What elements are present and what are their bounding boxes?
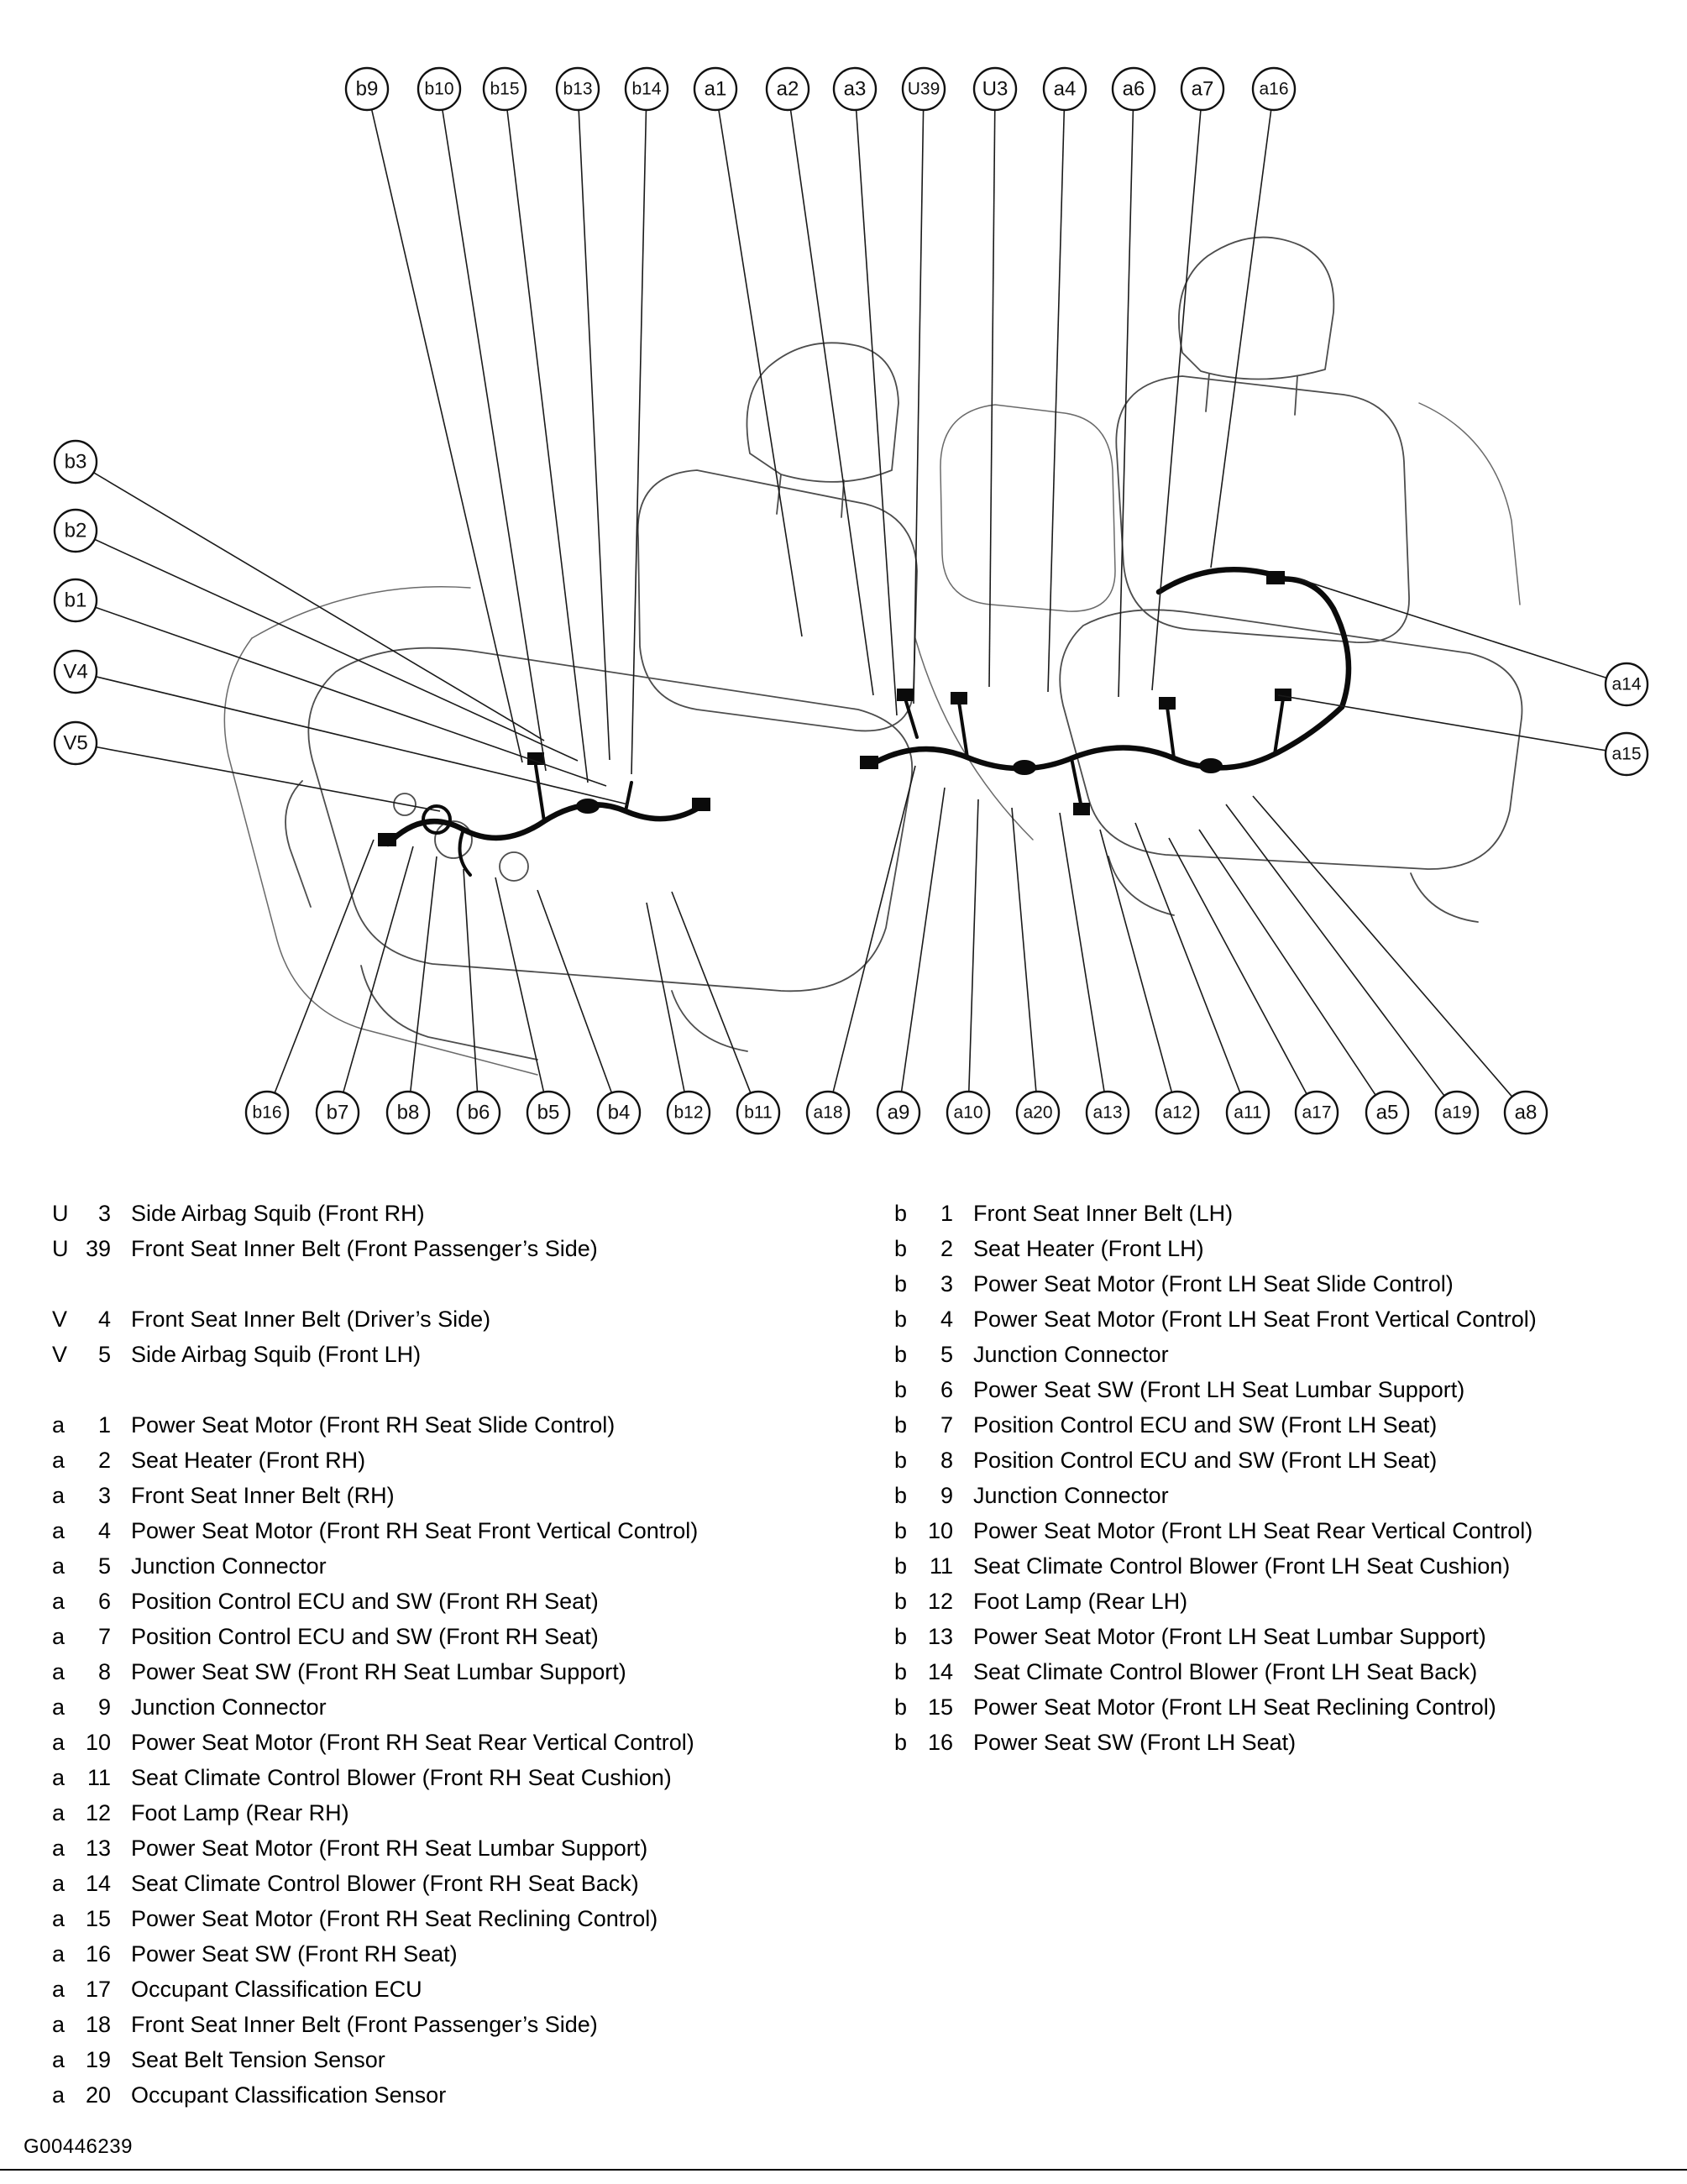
legend-num: 16 bbox=[927, 1729, 953, 1755]
callout-label-V4: V4 bbox=[63, 660, 88, 683]
legend-prefix: a bbox=[52, 1588, 65, 1614]
legend-text: Power Seat Motor (Front RH Seat Lumbar Support) bbox=[131, 1835, 648, 1861]
legend-num: 1 bbox=[940, 1200, 953, 1226]
legend-text: Foot Lamp (Rear LH) bbox=[973, 1588, 1188, 1614]
legend-entry-b12 bbox=[894, 1584, 1687, 1619]
callout-label-b6: b6 bbox=[467, 1101, 490, 1124]
legend-prefix: b bbox=[894, 1411, 908, 1438]
callout-label-b4: b4 bbox=[607, 1101, 631, 1124]
legend-entry-a20 bbox=[52, 2077, 894, 2113]
legend-num: 7 bbox=[97, 1623, 111, 1649]
callout-label-a20: a20 bbox=[1023, 1102, 1053, 1123]
legend-prefix: U bbox=[52, 1200, 69, 1226]
legend-entry-a10 bbox=[52, 1725, 894, 1760]
legend-text: Seat Belt Tension Sensor bbox=[131, 2046, 385, 2072]
legend-text: Power Seat Motor (Front LH Seat Slide Control) bbox=[973, 1270, 1454, 1296]
legend-text: Power Seat Motor (Front LH Seat Rear Vertical Control) bbox=[973, 1517, 1533, 1543]
legend-prefix: b bbox=[894, 1694, 908, 1720]
leader-line-V5 bbox=[97, 747, 440, 811]
legend-text: Power Seat SW (Front RH Seat Lumbar Support) bbox=[131, 1658, 626, 1684]
callout-label-V5: V5 bbox=[63, 731, 88, 755]
leader-line-a6 bbox=[1119, 110, 1133, 697]
legend-prefix: a bbox=[52, 1729, 65, 1755]
legend-prefix: b bbox=[894, 1517, 908, 1543]
callout-label-a1: a1 bbox=[704, 77, 727, 101]
callout-label-a12: a12 bbox=[1162, 1102, 1192, 1123]
leader-line-b14 bbox=[631, 110, 646, 774]
legend-entry-U3 bbox=[52, 1196, 894, 1231]
legend-text: Foot Lamp (Rear RH) bbox=[131, 1799, 349, 1825]
legend-prefix: b bbox=[894, 1341, 908, 1367]
legend-prefix: b bbox=[894, 1376, 908, 1402]
legend-num: 2 bbox=[97, 1447, 111, 1473]
legend-prefix: b bbox=[894, 1235, 908, 1261]
legend-num: 12 bbox=[927, 1588, 953, 1614]
wiring-harness-art bbox=[378, 569, 1349, 875]
callout-label-a8: a8 bbox=[1514, 1101, 1538, 1124]
legend-text: Occupant Classification Sensor bbox=[131, 2082, 447, 2108]
legend-entry-b3 bbox=[894, 1266, 1687, 1301]
leader-line-a11 bbox=[1135, 823, 1240, 1093]
legend-prefix: a bbox=[52, 1870, 65, 1896]
leader-line-a20 bbox=[1012, 808, 1036, 1092]
legend-prefix: a bbox=[52, 1447, 65, 1473]
callout-label-b14: b14 bbox=[631, 79, 662, 99]
leader-line-a2 bbox=[790, 110, 873, 695]
legend-num: 16 bbox=[85, 1940, 111, 1967]
leader-line-b12 bbox=[647, 903, 684, 1092]
legend-entry-a19 bbox=[52, 2042, 894, 2077]
callout-label-U3: U3 bbox=[982, 77, 1009, 101]
legend-text: Power Seat Motor (Front LH Seat Lumbar Support) bbox=[973, 1623, 1486, 1649]
legend-entry-a8 bbox=[52, 1654, 894, 1689]
legend-text: Position Control ECU and SW (Front RH Seat) bbox=[131, 1588, 599, 1614]
leader-line-b7 bbox=[343, 846, 413, 1092]
legend-num: 3 bbox=[940, 1270, 953, 1296]
legend-text: Seat Climate Control Blower (Front LH Seat Cushion) bbox=[973, 1553, 1511, 1579]
legend-num: 15 bbox=[85, 1905, 111, 1931]
legend-num: 10 bbox=[85, 1729, 111, 1755]
legend-entry-b11 bbox=[894, 1548, 1687, 1584]
legend-num: 15 bbox=[927, 1694, 953, 1720]
leader-line-b6 bbox=[464, 869, 477, 1092]
legend-prefix: b bbox=[894, 1623, 908, 1649]
legend-prefix: a bbox=[52, 1835, 65, 1861]
leader-line-a9 bbox=[902, 788, 945, 1092]
legend-num: 4 bbox=[940, 1306, 953, 1332]
legend-entry-a17 bbox=[52, 1972, 894, 2007]
legend-num: 8 bbox=[97, 1658, 111, 1684]
callout-label-a17: a17 bbox=[1302, 1102, 1332, 1123]
leader-line-b16 bbox=[275, 840, 374, 1093]
leader-line-b4 bbox=[537, 890, 611, 1093]
callout-label-b5: b5 bbox=[537, 1101, 560, 1124]
legend-entry-b2 bbox=[894, 1231, 1687, 1266]
legend-num: 11 bbox=[86, 1764, 111, 1790]
legend-spacer bbox=[52, 1372, 894, 1407]
legend-entry-a2 bbox=[52, 1443, 894, 1478]
leader-line-a7 bbox=[1152, 110, 1201, 690]
legend-entry-a5 bbox=[52, 1548, 894, 1584]
legend-entry-V5 bbox=[52, 1337, 894, 1372]
legend-num: 5 bbox=[940, 1341, 953, 1367]
callout-label-b8: b8 bbox=[396, 1101, 420, 1124]
leader-line-a13 bbox=[1060, 813, 1104, 1092]
leader-line-U39 bbox=[914, 110, 924, 704]
legend-prefix: a bbox=[52, 2046, 65, 2072]
callout-label-a13: a13 bbox=[1092, 1102, 1123, 1123]
legend-prefix: a bbox=[52, 1976, 65, 2002]
legend-text: Front Seat Inner Belt (Front Passenger’s Side) bbox=[131, 1235, 598, 1261]
legend-text: Seat Heater (Front RH) bbox=[131, 1447, 366, 1473]
legend-text: Power Seat Motor (Front RH Seat Reclining Control) bbox=[131, 1905, 658, 1931]
legend-num: 13 bbox=[927, 1623, 953, 1649]
callout-label-a19: a19 bbox=[1442, 1102, 1472, 1123]
legend-column-right bbox=[894, 1196, 1687, 2113]
legend-entry-b6 bbox=[894, 1372, 1687, 1407]
legend-entry-b14 bbox=[894, 1654, 1687, 1689]
leader-line-b9 bbox=[372, 109, 522, 762]
legend-text: Front Seat Inner Belt (RH) bbox=[131, 1482, 395, 1508]
callout-label-a10: a10 bbox=[953, 1102, 983, 1123]
leader-lines bbox=[93, 109, 1606, 1097]
legend-text: Seat Climate Control Blower (Front RH Seat Cushion) bbox=[131, 1764, 672, 1790]
leader-line-b2 bbox=[95, 539, 578, 761]
leader-line-a12 bbox=[1100, 830, 1171, 1092]
legend-entry-b7 bbox=[894, 1407, 1687, 1443]
legend-entry-a3 bbox=[52, 1478, 894, 1513]
legend-column-left bbox=[52, 1196, 894, 2113]
legend-text: Junction Connector bbox=[131, 1553, 327, 1579]
legend-prefix: b bbox=[894, 1447, 908, 1473]
legend-entry-b8 bbox=[894, 1443, 1687, 1478]
legend-text: Seat Climate Control Blower (Front RH Seat Back) bbox=[131, 1870, 639, 1896]
legend-entry-a15 bbox=[52, 1901, 894, 1936]
legend-text: Power Seat Motor (Front LH Seat Reclining Control) bbox=[973, 1694, 1496, 1720]
leader-line-a17 bbox=[1169, 838, 1307, 1094]
leader-line-a16 bbox=[1211, 110, 1271, 568]
legend-entry-a4 bbox=[52, 1513, 894, 1548]
legend-num: 14 bbox=[85, 1870, 111, 1896]
legend-text: Power Seat Motor (Front RH Seat Rear Vertical Control) bbox=[131, 1729, 694, 1755]
legend-spacer bbox=[52, 1266, 894, 1301]
legend-num: 2 bbox=[940, 1235, 953, 1261]
legend-entry-a11 bbox=[52, 1760, 894, 1795]
legend-text: Junction Connector bbox=[131, 1694, 327, 1720]
legend-text: Position Control ECU and SW (Front RH Seat) bbox=[131, 1623, 599, 1649]
leader-line-b1 bbox=[96, 607, 606, 786]
leader-line-a18 bbox=[833, 766, 915, 1092]
legend-prefix: a bbox=[52, 1764, 65, 1790]
legend-prefix: a bbox=[52, 1658, 65, 1684]
legend-num: 14 bbox=[927, 1658, 953, 1684]
legend-num: 4 bbox=[97, 1306, 111, 1332]
leader-line-b11 bbox=[672, 892, 751, 1093]
legend-text: Seat Heater (Front LH) bbox=[973, 1235, 1204, 1261]
leader-line-b13 bbox=[579, 110, 610, 760]
callout-label-b9: b9 bbox=[355, 77, 379, 101]
legend-num: 10 bbox=[927, 1517, 953, 1543]
legend-text: Power Seat Motor (Front RH Seat Front Vertical Control) bbox=[131, 1517, 699, 1543]
callout-label-b7: b7 bbox=[326, 1101, 349, 1124]
legend-text: Power Seat SW (Front RH Seat) bbox=[131, 1940, 458, 1967]
callout-label-a4: a4 bbox=[1053, 77, 1077, 101]
callout-label-a16: a16 bbox=[1259, 79, 1289, 99]
legend-entry-b15 bbox=[894, 1689, 1687, 1725]
legend-entry-b4 bbox=[894, 1301, 1687, 1337]
leader-line-a1 bbox=[719, 110, 802, 636]
legend-num: 5 bbox=[97, 1553, 111, 1579]
legend-num: 1 bbox=[97, 1411, 111, 1438]
legend-num: 17 bbox=[85, 1976, 111, 2002]
legend-prefix: b bbox=[894, 1553, 908, 1579]
callout-label-U39: U39 bbox=[907, 79, 940, 99]
legend-num: 4 bbox=[97, 1517, 111, 1543]
callout-label-b12: b12 bbox=[673, 1102, 704, 1123]
legend-text: Power Seat Motor (Front LH Seat Front Vertical Control) bbox=[973, 1306, 1537, 1332]
legend-text: Power Seat Motor (Front RH Seat Slide Control) bbox=[131, 1411, 616, 1438]
legend-entry-a13 bbox=[52, 1830, 894, 1866]
callout-label-a14: a14 bbox=[1611, 674, 1642, 694]
legend-text: Power Seat SW (Front LH Seat) bbox=[973, 1729, 1297, 1755]
legend-prefix: a bbox=[52, 1623, 65, 1649]
callout-label-a15: a15 bbox=[1611, 744, 1642, 764]
legend-entry-U39 bbox=[52, 1231, 894, 1266]
callout-label-a18: a18 bbox=[813, 1102, 843, 1123]
leader-line-U3 bbox=[989, 110, 995, 687]
legend-prefix: b bbox=[894, 1270, 908, 1296]
legend-num: 3 bbox=[97, 1482, 111, 1508]
legend-num: 20 bbox=[85, 2082, 111, 2108]
legend-prefix: a bbox=[52, 2011, 65, 2037]
legend-text: Front Seat Inner Belt (Driver’s Side) bbox=[131, 1306, 491, 1332]
legend-prefix: a bbox=[52, 1553, 65, 1579]
legend-entry-a1 bbox=[52, 1407, 894, 1443]
callout-label-b13: b13 bbox=[563, 79, 593, 99]
legend-text: Seat Climate Control Blower (Front LH Seat Back) bbox=[973, 1658, 1478, 1684]
legend-prefix: b bbox=[894, 1658, 908, 1684]
legend-text: Front Seat Inner Belt (LH) bbox=[973, 1200, 1234, 1226]
legend-num: 7 bbox=[940, 1411, 953, 1438]
callout-label-b15: b15 bbox=[490, 79, 520, 99]
legend-entry-b9 bbox=[894, 1478, 1687, 1513]
leader-line-b8 bbox=[411, 856, 437, 1092]
legend-num: 6 bbox=[97, 1588, 111, 1614]
legend-num: 39 bbox=[85, 1235, 111, 1261]
legend-entry-a7 bbox=[52, 1619, 894, 1654]
callout-label-a9: a9 bbox=[887, 1101, 910, 1124]
legend-text: Junction Connector bbox=[973, 1482, 1169, 1508]
legend-num: 19 bbox=[85, 2046, 111, 2072]
legend-text: Power Seat SW (Front LH Seat Lumbar Support) bbox=[973, 1376, 1465, 1402]
figure-code: G00446239 bbox=[24, 2135, 133, 2158]
bottom-rule bbox=[0, 2169, 1687, 2171]
callout-label-b11: b11 bbox=[744, 1102, 773, 1123]
legend-num: 6 bbox=[940, 1376, 953, 1402]
leader-line-a8 bbox=[1253, 796, 1512, 1097]
legend-text: Position Control ECU and SW (Front LH Seat) bbox=[973, 1411, 1438, 1438]
legend-entry-a12 bbox=[52, 1795, 894, 1830]
legend-num: 8 bbox=[940, 1447, 953, 1473]
legend-entry-b13 bbox=[894, 1619, 1687, 1654]
legend-text: Occupant Classification ECU bbox=[131, 1976, 422, 2002]
legend-entry-a9 bbox=[52, 1689, 894, 1725]
legend-num: 11 bbox=[929, 1553, 953, 1579]
legend-prefix: a bbox=[52, 1482, 65, 1508]
legend-text: Junction Connector bbox=[973, 1341, 1169, 1367]
legend-prefix: V bbox=[52, 1341, 68, 1367]
legend-prefix: a bbox=[52, 1905, 65, 1931]
legend-num: 13 bbox=[85, 1835, 111, 1861]
callout-label-a7: a7 bbox=[1191, 77, 1214, 101]
legend-prefix: a bbox=[52, 1517, 65, 1543]
legend-prefix: a bbox=[52, 1694, 65, 1720]
leader-line-b15 bbox=[507, 110, 588, 783]
legend-entry-V4 bbox=[52, 1301, 894, 1337]
callout-label-b3: b3 bbox=[64, 450, 87, 474]
callout-label-a2: a2 bbox=[776, 77, 799, 101]
legend-entry-b10 bbox=[894, 1513, 1687, 1548]
callout-label-b10: b10 bbox=[424, 79, 454, 99]
legend-text: Side Airbag Squib (Front LH) bbox=[131, 1341, 422, 1367]
leader-line-b3 bbox=[93, 473, 544, 741]
legend-prefix: a bbox=[52, 1940, 65, 1967]
legend-entry-b5 bbox=[894, 1337, 1687, 1372]
callout-label-b16: b16 bbox=[252, 1102, 282, 1123]
legend-prefix: U bbox=[52, 1235, 69, 1261]
legend-entry-a16 bbox=[52, 1936, 894, 1972]
callout-label-a5: a5 bbox=[1375, 1101, 1399, 1124]
legend-num: 3 bbox=[97, 1200, 111, 1226]
legend-prefix: a bbox=[52, 1411, 65, 1438]
leader-line-a4 bbox=[1048, 110, 1064, 692]
legend-text: Front Seat Inner Belt (Front Passenger’s Side) bbox=[131, 2011, 598, 2037]
legend-prefix: b bbox=[894, 1588, 908, 1614]
legend-text: Position Control ECU and SW (Front LH Seat) bbox=[973, 1447, 1438, 1473]
leader-line-b10 bbox=[443, 110, 546, 771]
legend-num: 18 bbox=[85, 2011, 111, 2037]
legend-prefix: b bbox=[894, 1729, 908, 1755]
connector-legend bbox=[0, 1196, 1687, 2113]
callout-label-a11: a11 bbox=[1234, 1102, 1262, 1123]
callout-label-a3: a3 bbox=[843, 77, 867, 101]
legend-num: 9 bbox=[97, 1694, 111, 1720]
leader-line-V4 bbox=[96, 677, 628, 804]
leader-line-a3 bbox=[857, 110, 897, 715]
callout-label-b2: b2 bbox=[64, 519, 87, 542]
leader-line-b5 bbox=[495, 877, 544, 1092]
legend-num: 9 bbox=[940, 1482, 953, 1508]
legend-prefix: a bbox=[52, 2082, 65, 2108]
legend-prefix: a bbox=[52, 1799, 65, 1825]
leader-line-a19 bbox=[1226, 804, 1444, 1096]
leader-line-a10 bbox=[969, 799, 978, 1092]
legend-entry-b1 bbox=[894, 1196, 1687, 1231]
callout-label-b1: b1 bbox=[64, 589, 87, 612]
callout-label-a6: a6 bbox=[1122, 77, 1145, 101]
legend-prefix: b bbox=[894, 1306, 908, 1332]
legend-prefix: V bbox=[52, 1306, 68, 1332]
legend-num: 12 bbox=[85, 1799, 111, 1825]
legend-entry-b16 bbox=[894, 1725, 1687, 1760]
legend-entry-a18 bbox=[52, 2007, 894, 2042]
legend-prefix: b bbox=[894, 1482, 908, 1508]
legend-prefix: b bbox=[894, 1200, 908, 1226]
legend-num: 5 bbox=[97, 1341, 111, 1367]
legend-text: Side Airbag Squib (Front RH) bbox=[131, 1200, 425, 1226]
legend-entry-a6 bbox=[52, 1584, 894, 1619]
legend-entry-a14 bbox=[52, 1866, 894, 1901]
